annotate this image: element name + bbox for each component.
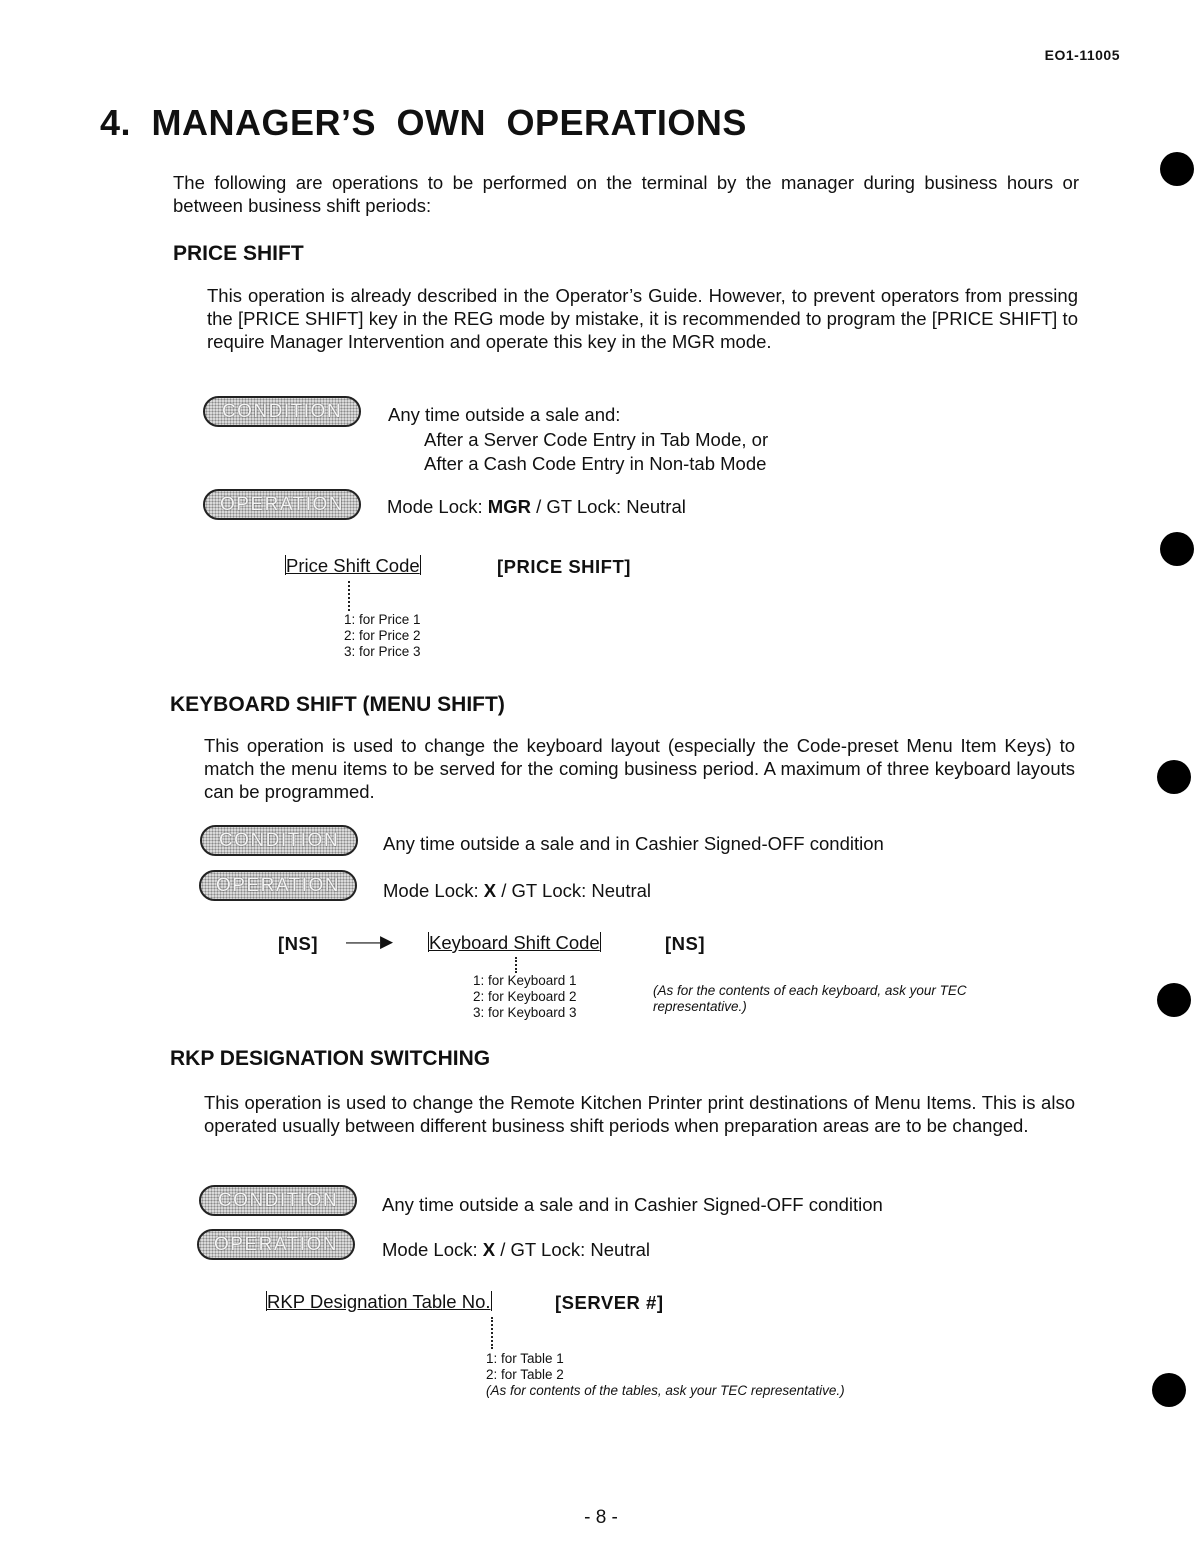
- operation-badge: OPERATION: [197, 1229, 355, 1260]
- keyboard-shift-condition: Any time outside a sale and in Cashier Signed-OFF condition: [383, 833, 884, 854]
- dotted-leader: [515, 957, 517, 973]
- price-shift-code-entry: Price Shift Code: [286, 555, 420, 576]
- price-shift-key: [PRICE SHIFT]: [497, 556, 631, 577]
- dotted-leader: [491, 1317, 493, 1349]
- condition-badge: CONDITION: [203, 396, 361, 427]
- binder-hole: [1157, 760, 1191, 794]
- binder-hole: [1152, 1373, 1186, 1407]
- keyboard-option-1: 1: for Keyboard 1: [473, 973, 577, 988]
- table-option-2: 2: for Table 2: [486, 1367, 564, 1382]
- document-id: EO1-11005: [1044, 47, 1120, 63]
- server-key: [SERVER #]: [555, 1292, 664, 1313]
- rkp-description: This operation is used to change the Remote Kitchen Printer print destinations of Menu Items. This is also operated usually between different business shift periods when preparation areas are to be changed.: [204, 1092, 1075, 1136]
- ns-key-start: [NS]: [278, 933, 319, 954]
- dotted-leader: [348, 581, 350, 611]
- ns-key-end: [NS]: [665, 933, 706, 954]
- keyboard-shift-code-entry: Keyboard Shift Code: [429, 932, 600, 953]
- binder-hole: [1160, 532, 1194, 566]
- price-shift-heading: PRICE SHIFT: [173, 242, 304, 265]
- keyboard-option-2: 2: for Keyboard 2: [473, 989, 577, 1004]
- rkp-condition: Any time outside a sale and in Cashier Signed-OFF condition: [382, 1194, 883, 1215]
- operation-badge: OPERATION: [199, 870, 357, 901]
- price-shift-condition-line-3: After a Cash Code Entry in Non-tab Mode: [424, 453, 767, 474]
- condition-badge: CONDITION: [200, 825, 358, 856]
- price-shift-condition-line-2: After a Server Code Entry in Tab Mode, or: [424, 429, 769, 450]
- rkp-table-entry: RKP Designation Table No.: [267, 1291, 491, 1312]
- price-shift-condition-line-1: Any time outside a sale and:: [388, 404, 621, 425]
- page-number: - 8 -: [584, 1507, 618, 1528]
- intro-paragraph: The following are operations to be performed on the terminal by the manager during business hours or between business shift periods:: [173, 172, 1079, 216]
- arrow-icon: ——▶: [346, 932, 394, 951]
- price-shift-mode-lock: Mode Lock: MGR / GT Lock: Neutral: [387, 496, 686, 517]
- operation-badge: OPERATION: [203, 489, 361, 520]
- binder-hole: [1160, 152, 1194, 186]
- price-option-3: 3: for Price 3: [344, 644, 421, 659]
- binder-hole: [1157, 983, 1191, 1017]
- keyboard-option-3: 3: for Keyboard 3: [473, 1005, 577, 1020]
- keyboard-shift-description: This operation is used to change the keyboard layout (especially the Code-preset Menu Item Keys) to match the menu items to be served for the coming business period. A maximum of three keyboard layouts can be programmed.: [204, 735, 1075, 802]
- rkp-mode-lock: Mode Lock: X / GT Lock: Neutral: [382, 1239, 651, 1260]
- keyboard-note: (As for the contents of each keyboard, ask your TEC representative.): [653, 983, 967, 1014]
- keyboard-shift-heading: KEYBOARD SHIFT (MENU SHIFT): [170, 693, 505, 716]
- price-shift-description: This operation is already described in the Operator’s Guide. However, to prevent operators from pressing the [PRICE SHIFT] key in the REG mode by mistake, it is recommended to program the [PRICE SHIFT] to require Manager Intervention and operate this key in the MGR mode.: [207, 285, 1078, 352]
- rkp-heading: RKP DESIGNATION SWITCHING: [170, 1047, 491, 1070]
- table-option-1: 1: for Table 1: [486, 1351, 564, 1366]
- price-option-2: 2: for Price 2: [344, 628, 421, 643]
- condition-badge: CONDITION: [199, 1185, 357, 1216]
- rkp-note: (As for contents of the tables, ask your TEC representative.): [486, 1383, 845, 1398]
- page-title: 4. MANAGER’S OWN OPERATIONS: [100, 102, 747, 143]
- keyboard-shift-mode-lock: Mode Lock: X / GT Lock: Neutral: [383, 880, 652, 901]
- price-option-1: 1: for Price 1: [344, 612, 421, 627]
